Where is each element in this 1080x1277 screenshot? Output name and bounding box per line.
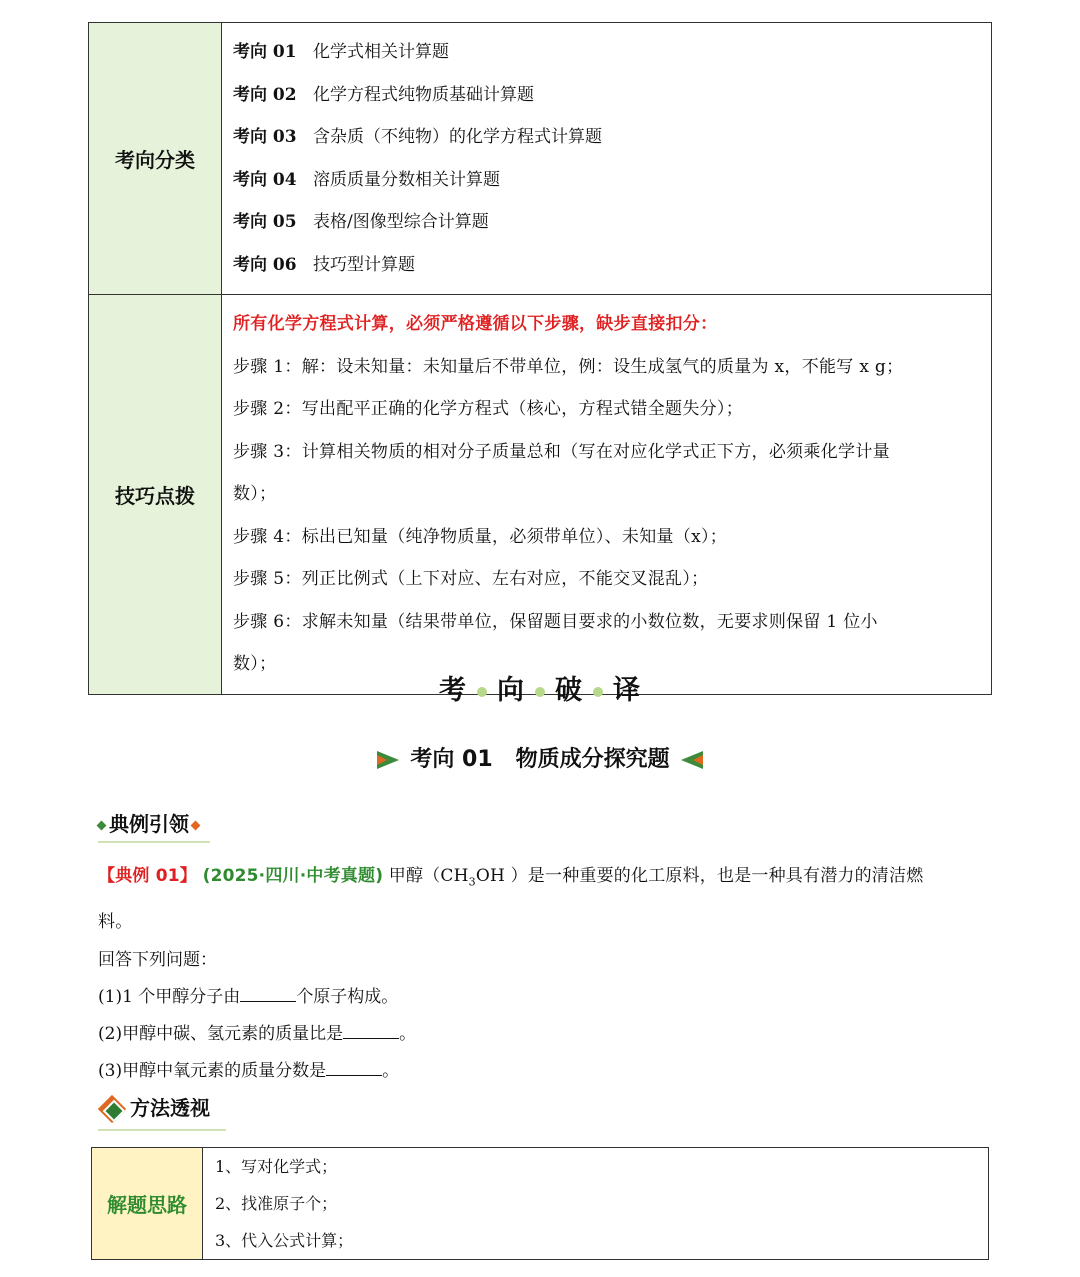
diamond-badge-icon — [98, 1095, 128, 1125]
method-line: 1、写对化学式； — [215, 1157, 338, 1176]
example-tag: 【典例 01】 — [98, 866, 197, 886]
arrow-left-icon — [681, 751, 703, 769]
method-line: 3、代入公式计算； — [215, 1231, 354, 1250]
answer-blank[interactable] — [240, 987, 296, 1002]
tips-content — [222, 295, 992, 695]
dot-icon — [535, 687, 545, 697]
diamond-icon — [191, 821, 201, 831]
method-table — [91, 1147, 989, 1260]
category-item: 考向 02 化学方程式纯物质基础计算题 — [233, 84, 534, 105]
step-line: 步骤 1：解：设未知量：未知量后不带单位，例：设生成氢气的质量为 x，不能写 x g； — [233, 356, 904, 377]
step-line: 步骤 2：写出配平正确的化学方程式（核心，方程式错全题失分）； — [233, 399, 744, 419]
category-item: 考向 06 技巧型计算题 — [233, 254, 415, 275]
method-content — [203, 1148, 989, 1260]
example-body — [98, 856, 988, 1090]
question-2: (2)甲醇中碳、氢元素的质量比是 。 — [98, 1024, 417, 1045]
example-prompt: 回答下列问题： — [98, 950, 217, 971]
step-line: 数）； — [233, 654, 277, 674]
category-item: 考向 05 表格/图像型综合计算题 — [233, 212, 489, 232]
arrow-right-icon — [377, 751, 399, 769]
category-list — [222, 23, 992, 295]
step-line: 步骤 4：标出已知量（纯净物质量，必须带单位）、未知量（x）； — [233, 526, 728, 547]
category-label: 考向分类 — [89, 23, 222, 295]
answer-blank[interactable] — [326, 1061, 382, 1076]
dot-icon — [477, 687, 487, 697]
step-line: 步骤 6：求解未知量（结果带单位，保留题目要求的小数位数，无要求则保留 1 位小 — [233, 611, 878, 632]
diamond-icon — [97, 821, 107, 831]
category-item: 考向 03 含杂质（不纯物）的化学方程式计算题 — [233, 127, 602, 147]
tips-label: 技巧点拨 — [89, 295, 222, 695]
method-line: 2、找准原子个； — [215, 1194, 338, 1213]
step-line: 步骤 3：计算相关物质的相对分子质量总和（写在对应化学式正下方，必须乘化学计量 — [233, 441, 890, 462]
category-item: 考向 04 溶质质量分数相关计算题 — [233, 169, 500, 190]
tips-row — [89, 295, 992, 695]
summary-table — [88, 22, 992, 695]
step-line: 步骤 5：列正比例式（上下对应、左右对应，不能交叉混乱）； — [233, 569, 709, 589]
method-heading: 方法透视 — [98, 1092, 226, 1131]
category-item: 考向 01 化学式相关计算题 — [233, 42, 449, 62]
question-1: (1)1 个甲醇分子由 个原子构成。 — [98, 987, 399, 1008]
step-line: 数）； — [233, 484, 277, 504]
method-label: 解题思路 — [92, 1148, 203, 1260]
question-3: (3)甲醇中氧元素的质量分数是 。 — [98, 1061, 400, 1082]
example-intro: 【典例 01】 (2025·四川·中考真题) 甲醇（$CH_3OH$ ）是一种重要的化工原料，也是一种具有潜力的清洁燃 料。 — [98, 866, 924, 933]
tips-warning: 所有化学方程式计算，必须严格遵循以下步骤，缺步直接扣分： — [233, 314, 718, 334]
dot-icon — [593, 687, 603, 697]
subsection-title: 考向 01 物质成分探究题 — [0, 742, 1080, 773]
answer-blank[interactable] — [343, 1024, 399, 1039]
category-row — [89, 23, 992, 295]
example-source: (2025·四川·中考真题) — [202, 866, 384, 886]
example-heading: 典例引领 — [98, 808, 210, 843]
section-title: 考 向 破 译 — [439, 675, 641, 706]
